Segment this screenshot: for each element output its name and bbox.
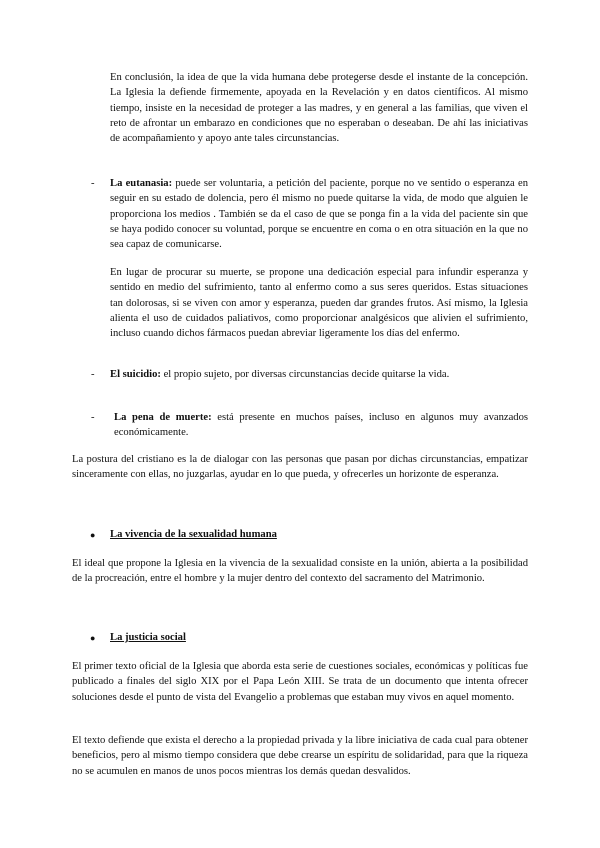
list-dash: - [91,412,95,423]
list-item-suicidio [110,367,528,382]
text-suicidio: el propio sujeto, por diversas circunstancias decide quitarse la vida. [160,369,450,380]
list-item-eutanasia [110,176,528,252]
section-heading-sexualidad: La vivencia de la sexualidad humana [110,529,277,540]
bullet-icon: ● [90,530,96,540]
term-suicidio: El suicidio: [110,369,161,380]
sexualidad-paragraph: El ideal que propone la Iglesia en la vivencia de la sexualidad consiste en la unión, abierta a la posibilidad de la procreación, entre el hombre y la mujer dentro del contexto del sacramento del Matrimonio. [72,558,528,585]
term-pena-de-muerte: La pena de muerte: [114,412,212,423]
justicia-paragraph-1: El primer texto oficial de la Iglesia que aborda esta serie de cuestiones sociales, económicas y políticas fue publicado a finales del siglo XIX por el Papa León XIII. Se trata de un documento que intenta ofrecer soluciones desde el punto de vista del Evangelio a problemas que estaban muy vivos en aquel momento. [72,661,528,703]
section-heading-justicia-social: La justicia social [110,632,186,643]
term-eutanasia: La eutanasia: [110,178,173,189]
conclusion-paragraph: En conclusión, la idea de que la vida humana debe protegerse desde el instante de la concepción. La Iglesia la defiende firmemente, apoyada en la Revelación y en datos científicos. Al mismo tiempo, insiste en la necesidad de proteger a las madres, y en general a las familias, que viven el reto de afrontar un embarazo en condiciones que no esperaban o deseaban. De ahí las iniciativas de acompañamiento y apoyo ante tales circunstancias. [110,72,528,145]
text-pena-de-muerte: está presente en muchos países, incluso en algunos muy avanzados económicamente. [114,412,529,439]
list-item-pena-de-muerte [114,410,528,441]
justicia-paragraph-2: El texto defiende que exista el derecho a la propiedad privada y la libre iniciativa de cada cual para obtener beneficios, pero al mismo tiempo considera que debe crearse un espíritu de solidaridad, para que la riqueza no se acumulen en manos de unos pocos mientras los demás quedan desvalidos. [72,735,528,777]
postura-paragraph: La postura del cristiano es la de dialogar con las personas que pasan por dichas circunstancias, empatizar sinceramente con ellas, no juzgarlas, ayudar en lo que pueda, y ofrecerles un horizonte de esperanza. [72,454,528,481]
text-eutanasia: puede ser voluntaria, a petición del paciente, porque no ve sentido o esperanza en seguir en su estado de dolencia, pero él mismo no puede quitarse la vida, de modo que alguien le proporciona los medios . También se da el caso de que se ponga fin a la vida del paciente sin que se haya podido conocer su voluntad, porque se encuentre en coma o en otra situación en la que no sea capaz de comunicarse. [110,178,528,251]
eutanasia-extra-paragraph: En lugar de procurar su muerte, se propone una dedicación especial para infundir esperanza y sentido en medio del sufrimiento, tanto al enfermo como a sus seres queridos. Estas situaciones tan dolorosas, si se viven con amor y esperanza, pueden dar grandes frutos. Así mismo, la Iglesia alienta el uso de cuidados paliativos, como proporcionar analgésicos que alivien el sufrimiento, incluso cuando dichos fármacos puedan abreviar ligeramente los días del enfermo. [110,267,528,340]
list-dash: - [91,178,95,189]
list-dash: - [91,369,95,380]
bullet-icon: ● [90,633,96,643]
